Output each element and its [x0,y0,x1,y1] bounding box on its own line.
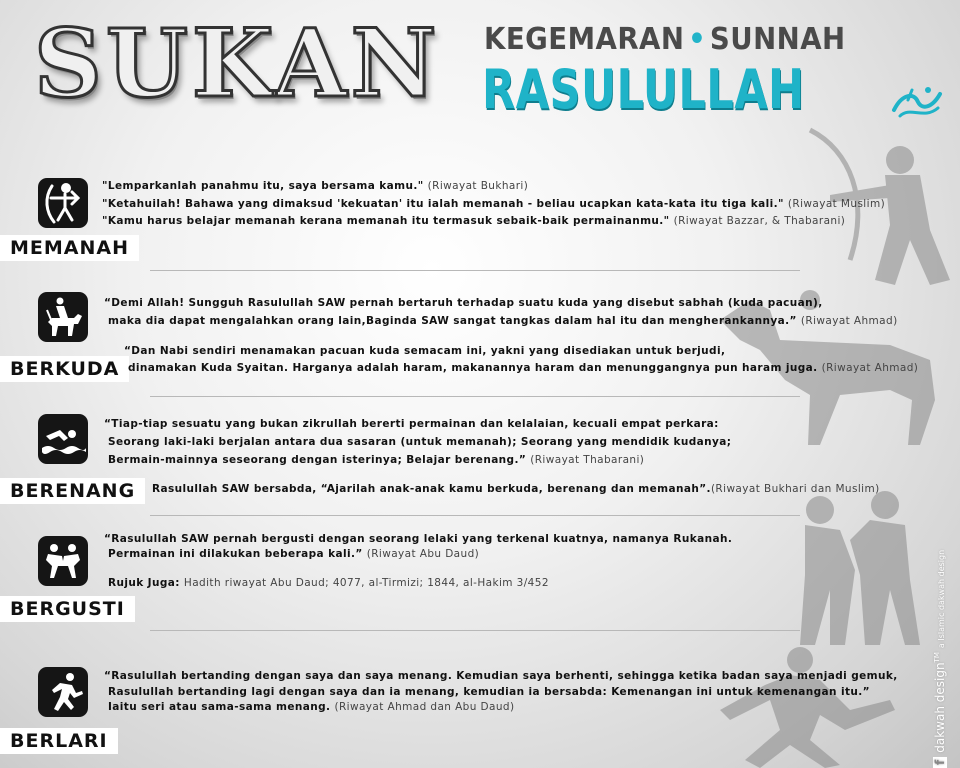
quote-line: dinamakan Kuda Syaitan. Harganya adalah haram, makanannya haram dan menunggangnya pun haram juga. (Riwayat Ahmad) [128,362,919,374]
section-divider [150,396,800,397]
page-subtitle [484,20,846,60]
wrestlers-silhouette [760,480,940,650]
quote-line: “Dan Nabi sendiri menamakan pacuan kuda semacam ini, yakni yang disediakan untuk berjudi, [124,345,726,357]
quote-line: Rasulullah bertanding lagi dengan saya dan ia menang, kemudian ia bersabda: Kemenangan ini untuk kemenangan itu.” [108,686,870,698]
subtitle-dot-icon: • [688,22,707,57]
page-title: SUKAN [34,9,441,119]
subtitle-left: KEGEMARAN [484,22,685,57]
quote-line: "Lemparkanlah panahmu itu, saya bersama kamu." (Riwayat Bukhari) [102,180,529,192]
swimming-icon [38,414,88,464]
section-divider [150,270,800,271]
label-berkuda: BERKUDA [0,356,129,382]
archery-icon [38,178,88,228]
facebook-icon: f [933,757,947,768]
subtitle-right: SUNNAH [709,22,846,57]
main-title: RASULULLAH [482,58,805,121]
quote-line: Rasulullah SAW bersabda, “Ajarilah anak-anak kamu berkuda, berenang dan memanah”.(Riwayat Bukhari dan Muslim) [152,483,880,495]
runner-silhouette [650,640,910,768]
credit-brand: dakwah design [933,662,947,753]
quote-line: “Rasulullah SAW pernah bergusti dengan seorang lelaki yang terkenal kuatnya, namanya Rukanah. [104,533,733,545]
quote-line: Iaitu seri atau sama-sama menang. (Riwayat Ahmad dan Abu Daud) [108,701,515,713]
quote-line: Permainan ini dilakukan beberapa kali.” (Riwayat Abu Daud) [108,548,480,560]
quote-line: "Ketahuilah! Bahawa yang dimaksud 'kekuatan' itu ialah memanah - beliau ucapkan kata-kata itu tiga kali." (Riwayat Muslim) [102,198,886,210]
quote-line: “Tiap-tiap sesuatu yang bukan zikrullah bererti permainan dan kelalaian, kecuali empat perkara: [104,418,719,430]
credit-mark: TM [933,652,941,663]
label-berlari: BERLARI [0,728,118,754]
section-divider [150,515,800,516]
running-icon [38,667,88,717]
label-bergusti: BERGUSTI [0,596,135,622]
quote-line: "Kamu harus belajar memanah kerana memanah itu termasuk sebaik-baik permainanmu." (Riwayat Bazzar, & Thabarani) [102,215,846,227]
quote-line: “Rasulullah bertanding dengan saya dan saya menang. Kemudian saya berhenti, sehingga ketika badan saya menjadi gemuk, [104,670,898,682]
section-divider [150,630,800,631]
quote-line: Rujuk Juga: Hadith riwayat Abu Daud; 4077, al-Tirmizi; 1844, al-Hakim 3/452 [108,577,549,589]
calligraphy-logo [888,80,948,124]
quote-line: Seorang laki-laki berjalan antara dua sasaran (untuk memanah); Seorang yang mendidik kudanya; [108,436,732,448]
quote-line: “Demi Allah! Sungguh Rasulullah SAW pernah bertaruh terhadap suatu kuda yang disebut sabhah (kuda pacuan), [104,297,823,309]
label-memanah: MEMANAH [0,235,139,261]
label-berenang: BERENANG [0,478,145,504]
credit-tagline: a Islamic dakwah design [937,549,946,649]
credit-watermark [930,550,949,768]
horse-riding-icon [38,292,88,342]
quote-line: Bermain-mainnya seseorang dengan isterinya; Belajar berenang.” (Riwayat Thabarani) [108,454,645,466]
quote-line: maka dia dapat mengalahkan orang lain,Baginda SAW sangat tangkas dalam hal itu dan mengherankannya.” (Riwayat Ahmad) [108,315,898,327]
wrestling-icon [38,536,88,586]
